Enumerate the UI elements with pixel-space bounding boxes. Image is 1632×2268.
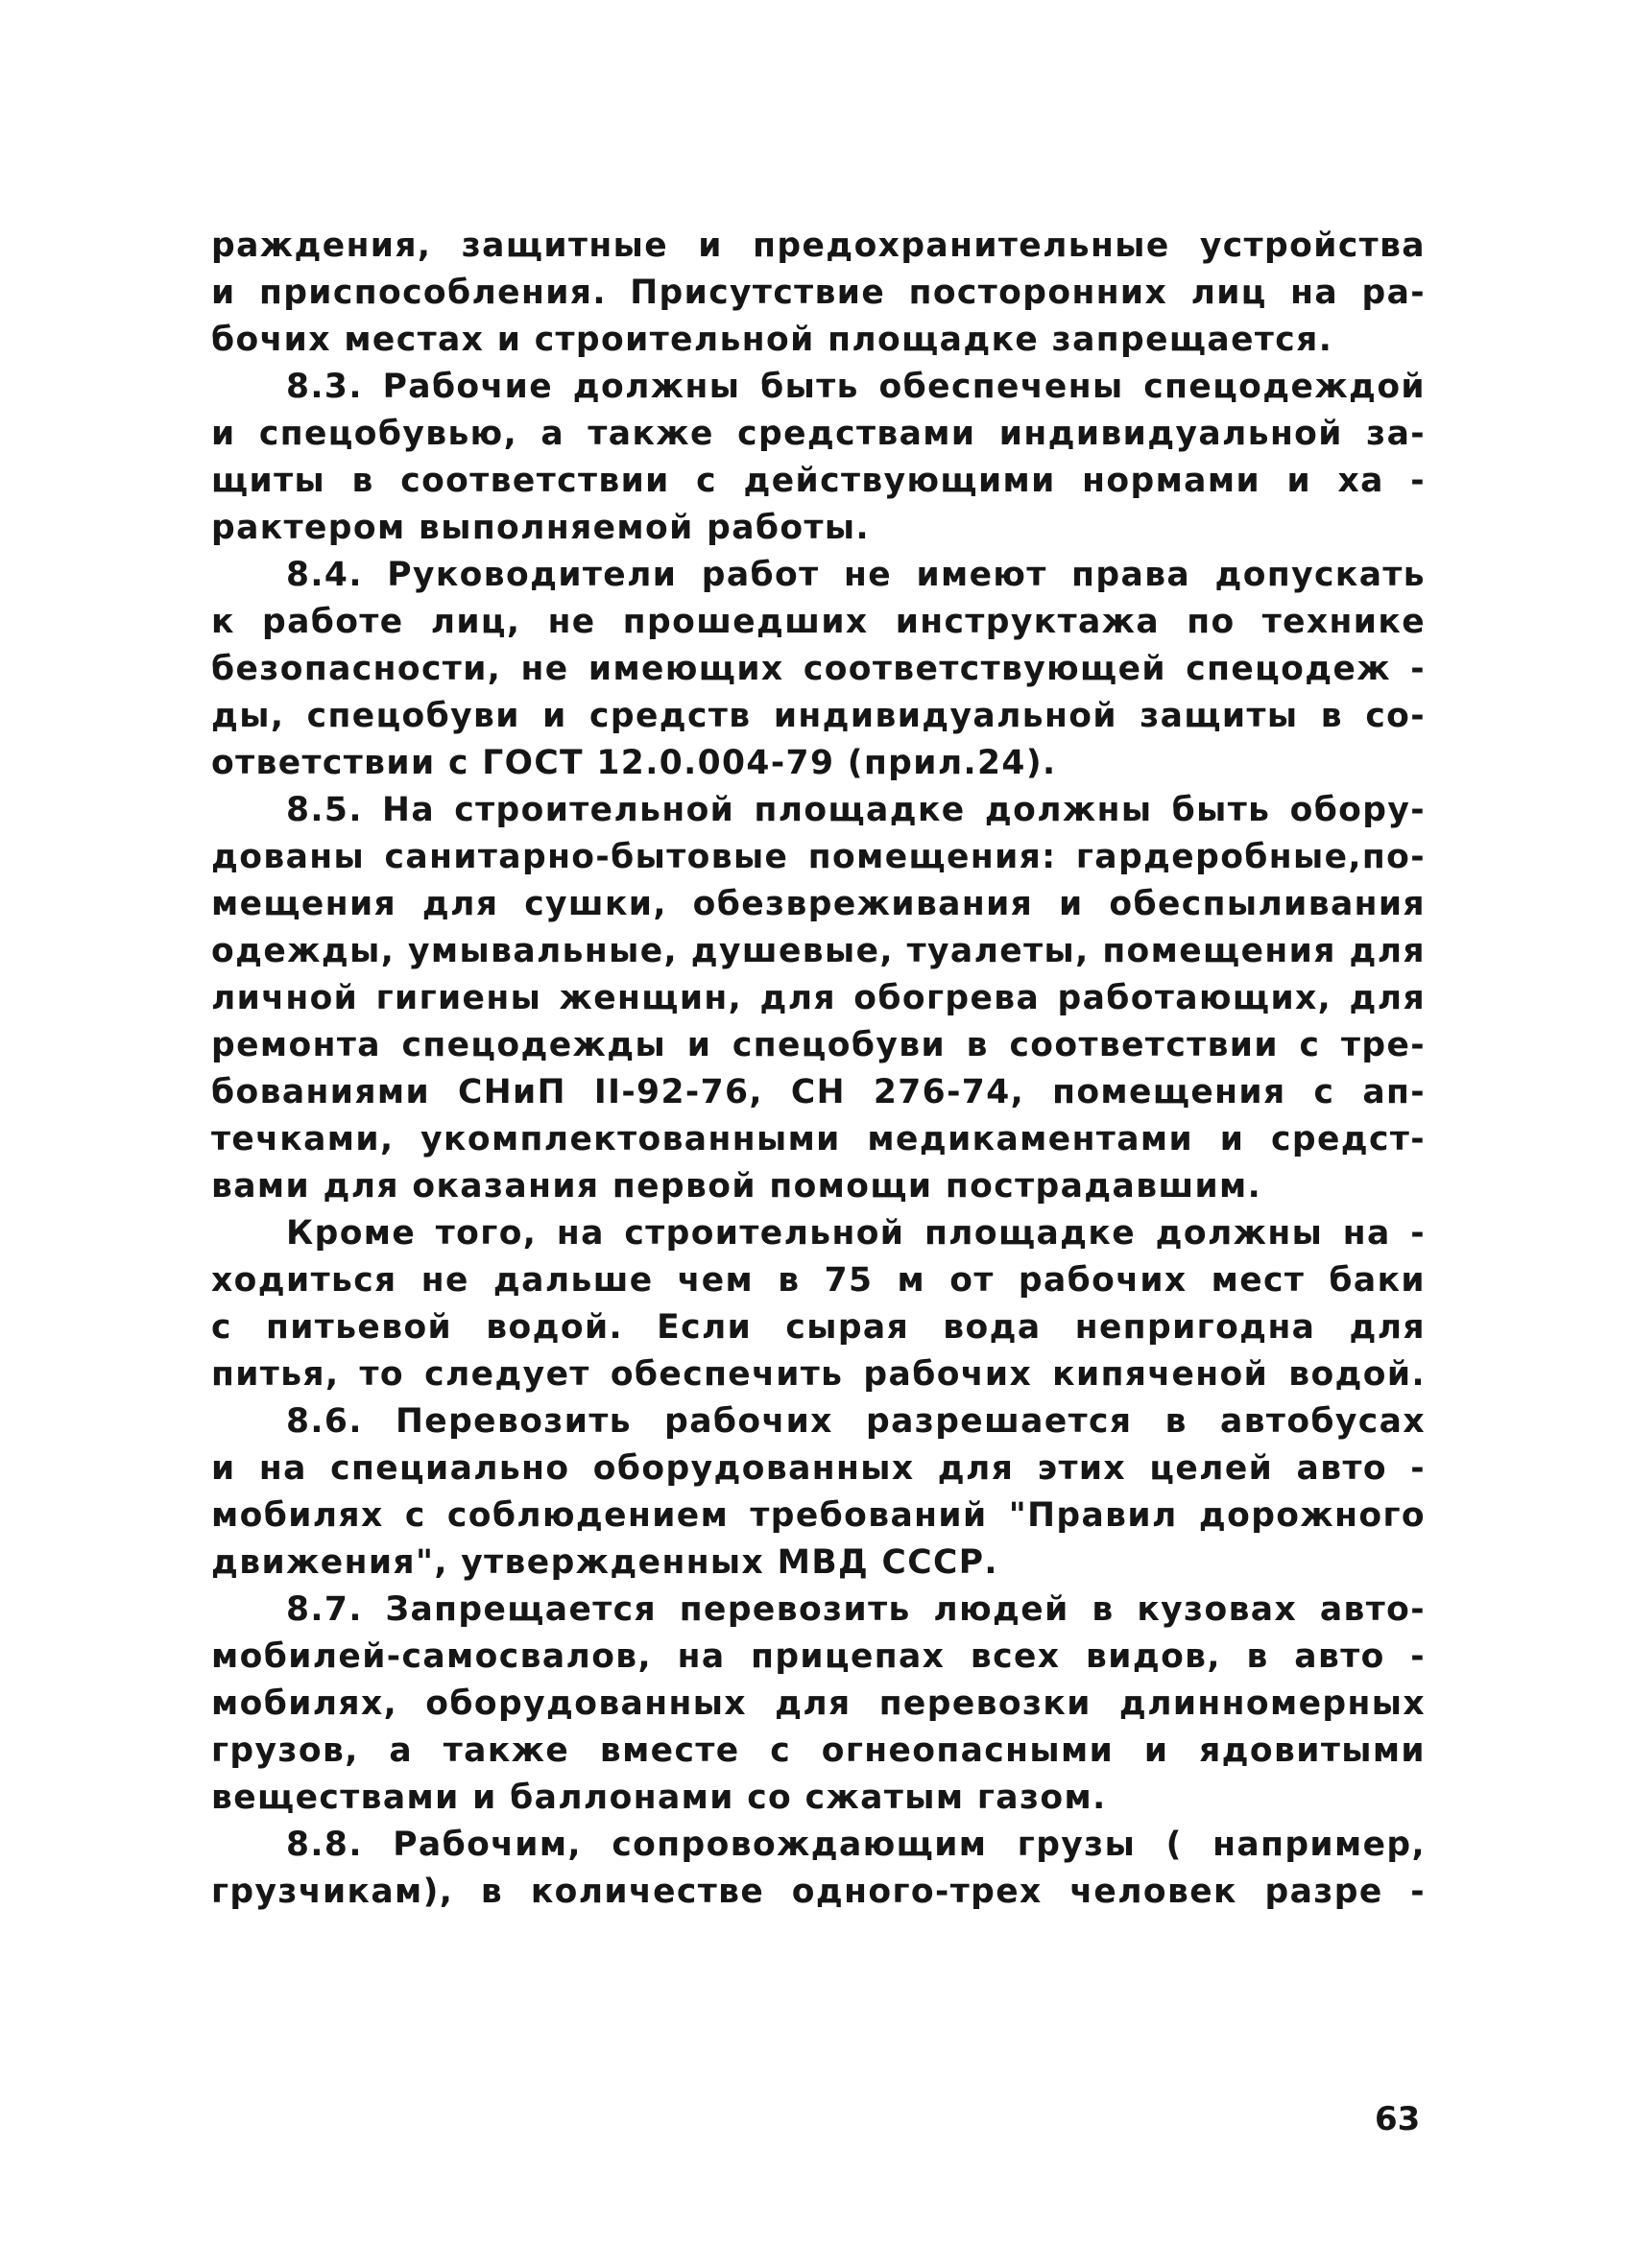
text-line: и на специально оборудованных для этих целей авто -: [211, 1449, 1426, 1488]
text-line: личной гигиены женщин, для обогрева работающих, для: [211, 979, 1426, 1017]
text-line: ответствии с ГОСТ 12.0.004-79 (прил.24).: [211, 744, 1057, 782]
text-line: 8.6. Перевозить рабочих разрешается в автобусах: [286, 1402, 1426, 1441]
text-line: бованиями СНиП II-92-76, СН 276-74, помещения с ап-: [211, 1073, 1426, 1111]
text-line: с питьевой водой. Если сырая вода непригодна для: [211, 1308, 1426, 1347]
text-line: ды, спецобуви и средств индивидуальной защиты в со-: [211, 697, 1426, 735]
text-line: 8.3. Рабочие должны быть обеспечены спецодеждой: [286, 368, 1426, 406]
text-line: мещения для сушки, обезвреживания и обеспыливания: [211, 885, 1426, 923]
text-line: и спецобувью, а также средствами индивидуальной за-: [211, 415, 1426, 453]
page-number: 63: [1375, 2100, 1421, 2138]
text-line: питья, то следует обеспечить рабочих кипяченой водой.: [211, 1355, 1426, 1394]
text-line: грузов, а также вместе с огнеопасными и ядовитыми: [211, 1731, 1426, 1770]
text-line: бочих местах и строительной площадке запрещается.: [211, 321, 1333, 359]
text-line: рактером выполняемой работы.: [211, 509, 870, 547]
text-line: движения", утвержденных МВД СССР.: [211, 1543, 998, 1582]
text-line: веществами и баллонами со сжатым газом.: [211, 1779, 1107, 1817]
text-line: 8.7. Запрещается перевозить людей в кузовах авто-: [286, 1590, 1426, 1629]
text-line: 8.4. Руководители работ не имеют права допускать: [286, 556, 1426, 594]
text-line: Кроме того, на строительной площадке должны на -: [286, 1214, 1426, 1253]
text-line: мобилях, оборудованных для перевозки длинномерных: [211, 1684, 1426, 1723]
text-line: к работе лиц, не прошедших инструктажа по технике: [211, 603, 1426, 641]
text-line: 8.5. На строительной площадке должны быть обору-: [286, 791, 1426, 829]
text-line: безопасности, не имеющих соответствующей спецодеж -: [211, 650, 1426, 688]
text-line: мобилей-самосвалов, на прицепах всех видов, в авто -: [211, 1637, 1426, 1676]
text-line: щиты в соответствии с действующими нормами и ха -: [211, 462, 1426, 500]
text-line: дованы санитарно-бытовые помещения: гардеробные,по-: [211, 838, 1426, 876]
text-line: ремонта спецодежды и спецобуви в соответствии с тре-: [211, 1026, 1426, 1064]
text-line: и приспособления. Присутствие посторонних лиц на ра-: [211, 274, 1426, 312]
text-line: грузчикам), в количестве одного-трех человек разре -: [211, 1873, 1426, 1911]
text-line: течками, укомплектованными медикаментами и средст-: [211, 1120, 1426, 1158]
text-line: одежды, умывальные, душевые, туалеты, помещения для: [211, 932, 1426, 970]
text-line: мобилях с соблюдением требований "Правил дорожного: [211, 1496, 1426, 1535]
body-text: [211, 223, 1426, 1916]
text-line: вами для оказания первой помощи пострадавшим.: [211, 1167, 1262, 1206]
text-line: ходиться не дальше чем в 75 м от рабочих мест баки: [211, 1261, 1426, 1300]
text-line: раждения, защитные и предохранительные устройства: [211, 227, 1426, 265]
text-line: 8.8. Рабочим, сопровождающим грузы ( например,: [286, 1826, 1426, 1864]
